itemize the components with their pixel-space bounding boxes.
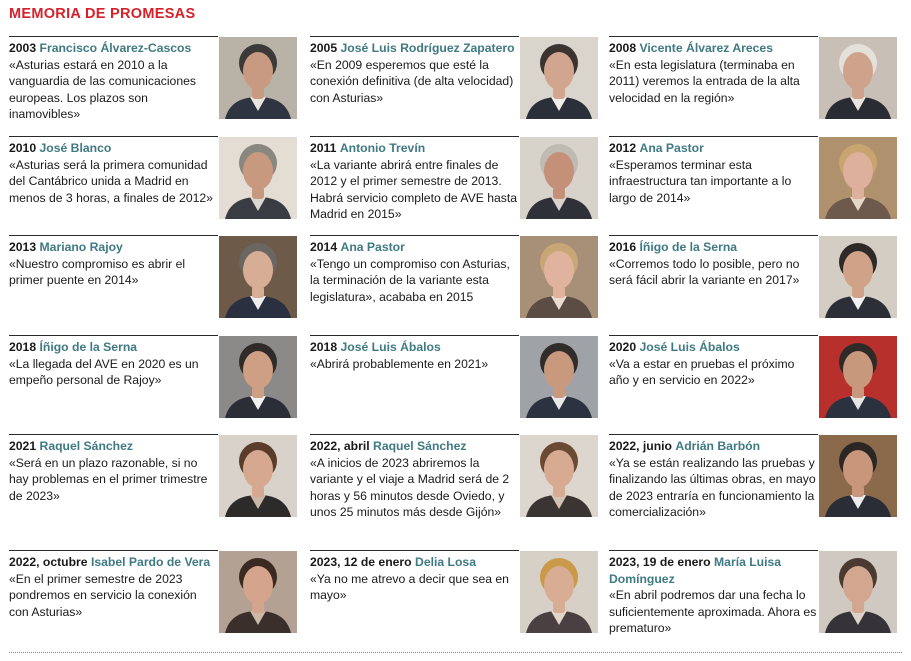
promise-card (609, 36, 899, 136)
politician-photo (520, 435, 598, 517)
promise-quote: «A inicios de 2023 abriremos la variante y el viaje a Madrid será de 2 horas y 56 minutos desde Oviedo, y unos 25 minutos más desde Gijón» (310, 455, 510, 520)
card-text (310, 438, 518, 521)
bottom-divider (9, 652, 902, 653)
promise-year: 2013 (9, 240, 37, 254)
card-divider (609, 335, 818, 336)
promise-year: 2012 (609, 141, 637, 155)
promise-card (9, 434, 299, 534)
promise-card (310, 434, 600, 534)
card-divider (9, 434, 218, 435)
portrait-illustration (219, 435, 297, 517)
card-divider (609, 550, 818, 551)
card-divider (9, 36, 218, 37)
politician-name: Raquel Sánchez (39, 439, 133, 453)
promise-year: 2016 (609, 240, 637, 254)
card-divider (609, 235, 818, 236)
portrait-illustration (819, 137, 897, 219)
card-divider (9, 136, 218, 137)
politician-name: María Luisa Domínguez (609, 555, 782, 586)
card-divider (9, 235, 218, 236)
card-text (310, 339, 518, 372)
card-divider (9, 550, 218, 551)
card-text (9, 554, 217, 620)
card-divider (609, 136, 818, 137)
promise-year: 2022, octubre (9, 555, 88, 569)
politician-photo (819, 37, 897, 119)
card-text (609, 40, 817, 106)
promise-year: 2023, 19 de enero (609, 555, 711, 569)
politician-name: Isabel Pardo de Vera (90, 555, 211, 569)
card-text (609, 239, 817, 289)
promise-year: 2018 (9, 340, 37, 354)
politician-name: Francisco Álvarez-Cascos (39, 41, 192, 55)
card-text (609, 554, 817, 637)
portrait-illustration (520, 37, 598, 119)
promise-quote: «Va a estar en pruebas el próximo año y en servicio en 2022» (609, 356, 795, 388)
card-text (310, 239, 518, 305)
promise-year: 2021 (9, 439, 37, 453)
promise-quote: «La llegada del AVE en 2020 es un empeño personal de Rajoy» (9, 356, 199, 388)
card-text (9, 239, 217, 289)
portrait-illustration (219, 336, 297, 418)
card-divider (609, 36, 818, 37)
promise-year: 2005 (310, 41, 338, 55)
politician-photo (219, 551, 297, 633)
card-text (609, 438, 817, 521)
promise-card (9, 136, 299, 236)
promise-card (609, 235, 899, 335)
promise-card (9, 36, 299, 136)
card-text (609, 339, 817, 389)
politician-name: José Blanco (39, 141, 112, 155)
card-text (609, 140, 817, 206)
politician-photo (520, 37, 598, 119)
promise-quote: «Corremos todo lo posible, pero no será fácil abrir la variante en 2017» (609, 256, 800, 288)
promise-year: 2022, junio (609, 439, 672, 453)
promise-quote: «Nuestro compromiso es abrir el primer puente en 2014» (9, 256, 186, 288)
politician-photo (219, 137, 297, 219)
promise-card (310, 550, 600, 650)
promise-card (310, 235, 600, 335)
politician-name: Vicente Álvarez Areces (639, 41, 773, 55)
card-text (310, 554, 518, 604)
politician-name: José Luis Ábalos (639, 340, 740, 354)
politician-photo (819, 551, 897, 633)
promise-card (9, 550, 299, 650)
politician-photo (219, 236, 297, 318)
portrait-illustration (520, 551, 598, 633)
promise-card (310, 335, 600, 435)
card-text (9, 438, 217, 504)
politician-name: Íñigo de la Serna (639, 240, 738, 254)
politician-photo (520, 137, 598, 219)
card-text (9, 339, 217, 389)
promise-card (310, 36, 600, 136)
portrait-illustration (819, 37, 897, 119)
portrait-illustration (219, 137, 297, 219)
promise-card (609, 136, 899, 236)
politician-photo (819, 435, 897, 517)
portrait-illustration (819, 336, 897, 418)
promise-card (9, 335, 299, 435)
card-text (310, 40, 518, 106)
promise-quote: «Abrirá probablemente en 2021» (310, 356, 489, 371)
politician-name: Antonio Trevín (339, 141, 426, 155)
politician-photo (219, 37, 297, 119)
politician-photo (520, 336, 598, 418)
card-divider (310, 335, 519, 336)
card-text (9, 140, 217, 206)
politician-name: Ana Pastor (340, 240, 405, 254)
promise-quote: «La variante abrirá entre finales de 2012 y el primer semestre de 2013. Habrá servicio completo de AVE hasta Madrid en 2015» (310, 157, 518, 222)
portrait-illustration (819, 236, 897, 318)
page-title: MEMORIA DE PROMESAS (9, 6, 196, 22)
portrait-illustration (520, 236, 598, 318)
politician-name: José Luis Ábalos (340, 340, 441, 354)
politician-name: Mariano Rajoy (39, 240, 123, 254)
politician-photo (219, 435, 297, 517)
promise-year: 2011 (310, 141, 337, 155)
politician-name: Íñigo de la Serna (39, 340, 138, 354)
card-divider (310, 550, 519, 551)
promise-quote: «Tengo un compromiso con Asturias, la terminación de la variante esta legislatura», acababa en 2015 (310, 256, 510, 304)
promise-quote: «Será en un plazo razonable, si no hay problemas en el primer trimestre de 2023» (9, 455, 208, 503)
politician-photo (219, 336, 297, 418)
promise-quote: «Ya se están realizando las pruebas y finalizando las últimas obras, en mayo de 2023 entraría en funcionamiento la comercialización» (609, 455, 816, 520)
promise-card (9, 235, 299, 335)
promise-year: 2008 (609, 41, 637, 55)
promise-year: 2014 (310, 240, 338, 254)
promise-year: 2003 (9, 41, 37, 55)
portrait-illustration (819, 435, 897, 517)
promise-year: 2010 (9, 141, 37, 155)
promise-quote: «En abril podremos dar una fecha lo suficientemente aproximada. Ahora es prematuro» (609, 588, 817, 636)
promise-quote: «Asturias estará en 2010 a la vanguardia de las comunicaciones europeas. Los plazos son inamovibles» (9, 57, 196, 122)
promise-quote: «Esperamos terminar esta infraestructura tan importante a lo largo de 2014» (609, 157, 792, 205)
promise-card (609, 550, 899, 650)
portrait-illustration (520, 435, 598, 517)
promise-year: 2022, abril (310, 439, 370, 453)
promise-year: 2020 (609, 340, 637, 354)
card-divider (310, 36, 519, 37)
card-divider (9, 335, 218, 336)
politician-name: Adrián Barbón (675, 439, 761, 453)
portrait-illustration (219, 37, 297, 119)
portrait-illustration (219, 551, 297, 633)
promise-quote: «En 2009 esperemos que esté la conexión definitiva (de alta velocidad) con Asturias» (310, 57, 514, 105)
promise-year: 2023, 12 de enero (310, 555, 412, 569)
card-divider (310, 235, 519, 236)
politician-photo (520, 551, 598, 633)
promise-quote: «Ya no me atrevo a decir que sea en mayo» (310, 571, 509, 603)
politician-photo (520, 236, 598, 318)
promise-year: 2018 (310, 340, 338, 354)
portrait-illustration (520, 137, 598, 219)
promise-quote: «Asturias será la primera comunidad del Cantábrico unida a Madrid en menos de 3 horas, a finales de 2012» (9, 157, 213, 205)
politician-name: Ana Pastor (639, 141, 704, 155)
promise-card (310, 136, 600, 236)
politician-name: Delia Losa (415, 555, 476, 569)
politician-photo (819, 137, 897, 219)
card-divider (609, 434, 818, 435)
promise-card (609, 434, 899, 534)
portrait-illustration (219, 236, 297, 318)
portrait-illustration (520, 336, 598, 418)
politician-photo (819, 236, 897, 318)
politician-name: Raquel Sánchez (373, 439, 467, 453)
promise-card (609, 335, 899, 435)
card-text (310, 140, 518, 223)
card-text (9, 40, 217, 123)
politician-photo (819, 336, 897, 418)
portrait-illustration (819, 551, 897, 633)
politician-name: José Luis Rodríguez Zapatero (340, 41, 515, 55)
card-divider (310, 434, 519, 435)
promise-quote: «En el primer semestre de 2023 pondremos en servicio la conexión con Asturias» (9, 571, 197, 619)
card-divider (310, 136, 519, 137)
promise-quote: «En esta legislatura (terminaba en 2011) veremos la entrada de la alta velocidad en la región» (609, 57, 800, 105)
